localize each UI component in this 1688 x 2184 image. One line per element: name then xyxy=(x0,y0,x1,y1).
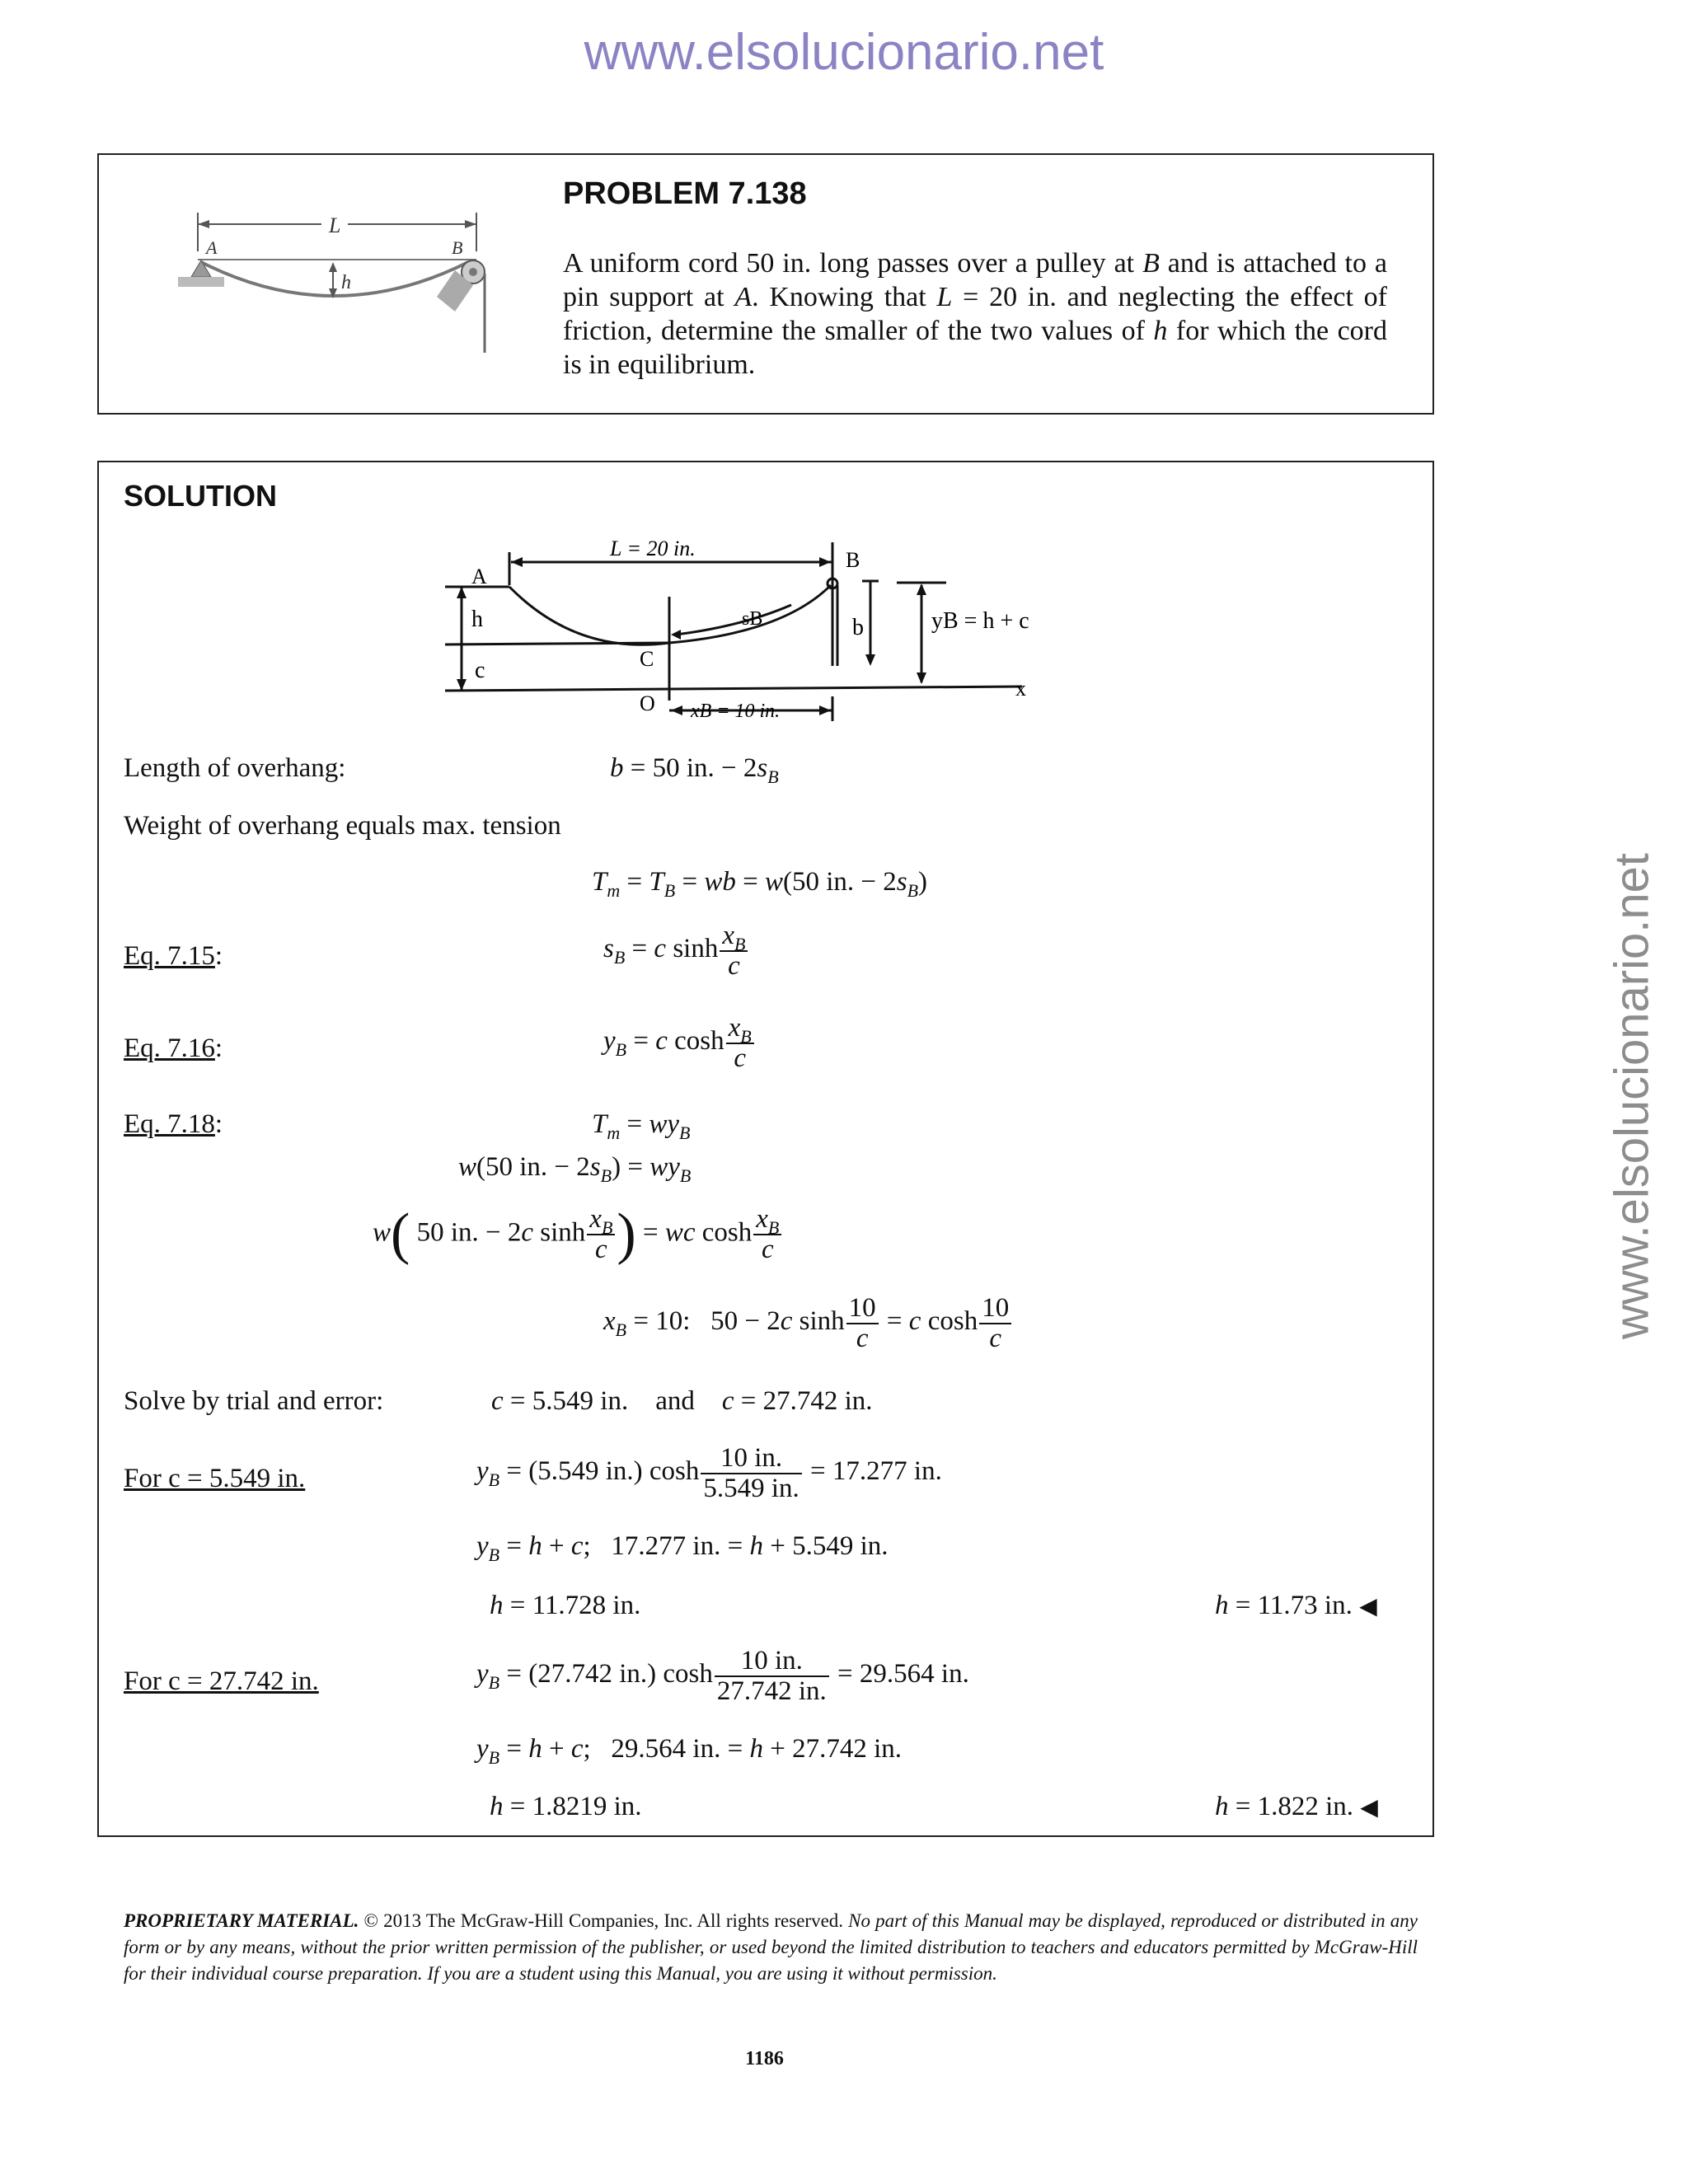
solve-label: Solve by trial and error: xyxy=(124,1386,384,1416)
fig-label-L: L xyxy=(329,213,341,237)
sketch-O: O xyxy=(640,691,655,715)
sketch-C: C xyxy=(640,647,654,671)
fig-label-A: A xyxy=(206,237,218,258)
solution-sketch xyxy=(445,536,1104,733)
watermark-side: www.elsolucionario.net xyxy=(1605,853,1659,1339)
problem-statement: A uniform cord 50 in. long passes over a pulley at B and is attached to a pin support at A. Knowing that L = 20 in. and neglecting the effect of friction, determine the smaller of the two values of h for which the cord is in equilibrium. xyxy=(563,248,1388,380)
case2-label: For c = 27.742 in. xyxy=(124,1666,319,1696)
sketch-xB: xB = 10 in. xyxy=(691,701,781,722)
case2-yb: $y_B = (27.742$ in.) cosh $\frac{10 in.}{27.742 in.}$ = 29.564 in. xyxy=(476,1646,969,1706)
eq-718: $T_m = wy_B$ xyxy=(592,1109,691,1143)
fig-label-h: h xyxy=(341,272,351,293)
case1-h: h = 11.728 in. xyxy=(490,1591,641,1620)
c-solutions: c = 5.549 in. and c = 27.742 in. xyxy=(491,1386,873,1416)
case1-h-eq: $y_B = h + c$; 17.277 in. = h + 5.549 in. xyxy=(476,1531,889,1565)
weight-text: Weight of overhang equals max. tension xyxy=(124,811,561,841)
fig-label-B: B xyxy=(452,237,463,258)
sketch-yB: yB = h + c xyxy=(931,608,1029,634)
case2-answer: h = 1.822 in. ◀ xyxy=(1215,1792,1378,1821)
overhang-label: Length of overhang: xyxy=(124,753,346,783)
sketch-sB: sB xyxy=(742,608,763,630)
answer-marker-icon: ◀ xyxy=(1360,1793,1378,1821)
eq-tension: $T_m = T_B$ = wb = w(50 in. − $2s_B$) xyxy=(592,867,928,901)
eq-716: $y_B = c$ cosh $\frac{x_B}{c}$ xyxy=(603,1014,756,1072)
sketch-L: L = 20 in. xyxy=(610,537,696,560)
case1-answer: h = 11.73 in. ◀ xyxy=(1215,1591,1377,1620)
eq-718c: w( 50 in. − 2c sinh $\frac{x_B}{c}$ ) = wc cosh $\frac{x_B}{c}$ xyxy=(373,1202,783,1268)
eq-xb10: $x_B = 10$: 50 − 2c sinh $\frac{10}{c}$ = c cosh $\frac{10}{c}$ xyxy=(603,1294,1013,1352)
page-number: 1186 xyxy=(745,2048,784,2069)
eq-715: $s_B = c$ sinh $\frac{x_B}{c}$ xyxy=(603,921,749,980)
case2-h: h = 1.8219 in. xyxy=(490,1792,642,1821)
case2-h-eq: $y_B = h + c$; 29.564 in. = h + 27.742 in. xyxy=(476,1734,902,1768)
answer-marker-icon: ◀ xyxy=(1359,1592,1377,1619)
eq718-label: Eq. 7.18: xyxy=(124,1109,223,1139)
case1-yb: $y_B = (5.549$ in.) cosh $\frac{10 in.}{5.549 in.}$ = 17.277 in. xyxy=(476,1443,942,1503)
case1-label: For c = 5.549 in. xyxy=(124,1464,306,1493)
sketch-h: h xyxy=(471,607,483,632)
eq715-label: Eq. 7.15: xyxy=(124,941,223,971)
problem-title: PROBLEM 7.138 xyxy=(563,176,807,211)
watermark-top: www.elsolucionario.net xyxy=(584,24,1104,81)
eq716-label: Eq. 7.16: xyxy=(124,1033,223,1063)
sketch-A: A xyxy=(471,565,487,588)
sketch-b: b xyxy=(852,615,864,640)
eq-overhang: b = 50 in. − $2s_B$ xyxy=(610,753,779,787)
sketch-c: c xyxy=(475,658,485,683)
copyright-notice: PROPRIETARY MATERIAL. © 2013 The McGraw-Hill Companies, Inc. All rights reserved. No part of this Manual may be displayed, reproduced or distributed in any form or by any means, without the prior written permission of the publisher, or used beyond the limited distribution to teachers and educators permitted by McGraw-Hill for their individual course preparation. If you are a student using this Manual, you are using it without permission. xyxy=(124,1910,1418,1984)
problem-figure xyxy=(165,206,511,363)
sketch-x: x xyxy=(1015,677,1026,701)
eq-718b: w(50 in. − $2s_B) = wy_B$ xyxy=(458,1152,692,1186)
solution-heading: SOLUTION xyxy=(124,479,277,513)
sketch-B: B xyxy=(846,548,860,572)
